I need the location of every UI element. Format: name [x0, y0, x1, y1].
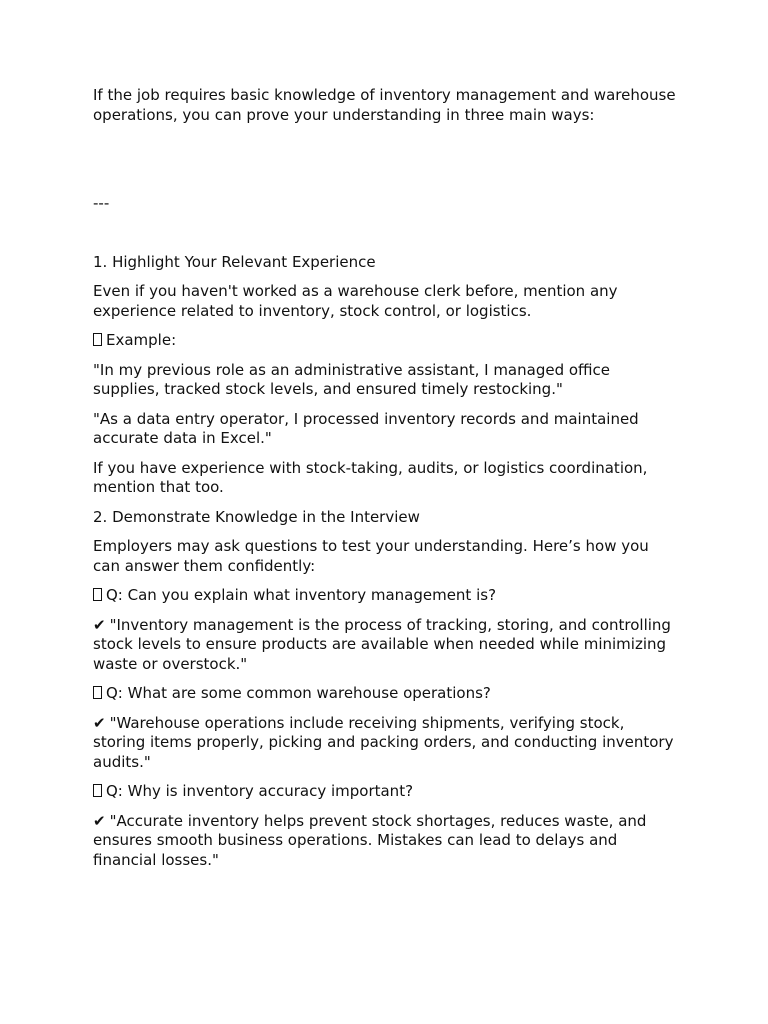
answer-text: "Inventory management is the process of tracking, storing, and controlling stock levels to ensure products are available when needed while minimizing waste or overstock." — [93, 615, 671, 673]
missing-glyph-icon — [93, 333, 102, 346]
question-text: Q: Can you explain what inventory management is? — [106, 586, 497, 604]
answer-2 — [93, 714, 678, 773]
blank-space — [93, 214, 678, 253]
question-3 — [93, 782, 678, 802]
blank-space — [93, 125, 678, 194]
missing-glyph-icon — [93, 588, 102, 601]
question-text: Q: What are some common warehouse operations? — [106, 684, 491, 702]
missing-glyph-icon — [93, 686, 102, 699]
section2-text: Employers may ask questions to test your understanding. Here’s how you can answer them confidently: — [93, 537, 649, 575]
question-text: Q: Why is inventory accuracy important? — [106, 782, 414, 800]
answer-text: "Warehouse operations include receiving shipments, verifying stock, storing items properly, picking and packing orders, and conducting inventory audits." — [93, 713, 674, 771]
separator-line: --- — [93, 194, 110, 212]
question-2 — [93, 684, 678, 704]
example-label: Example: — [106, 331, 177, 349]
example-quote-1: "In my previous role as an administrative assistant, I managed office supplies, tracked stock levels, and ensured timely restocking." — [93, 360, 611, 398]
missing-glyph-icon — [93, 784, 102, 797]
answer-3 — [93, 812, 678, 871]
section1-closing: If you have experience with stock-taking, audits, or logistics coordination, mention that too. — [93, 458, 648, 496]
check-icon: ✔ — [93, 615, 106, 634]
example-line — [93, 331, 678, 351]
answer-text: "Accurate inventory helps prevent stock shortages, reduces waste, and ensures smooth business operations. Mistakes can lead to delays and financial losses." — [93, 811, 647, 869]
check-icon: ✔ — [93, 713, 106, 732]
section1-text: Even if you haven't worked as a warehouse clerk before, mention any experience related to inventory, stock control, or logistics. — [93, 282, 618, 320]
example-quote-2: "As a data entry operator, I processed inventory records and maintained accurate data in Excel." — [93, 409, 639, 447]
section1-heading: 1. Highlight Your Relevant Experience — [93, 252, 376, 271]
check-icon: ✔ — [93, 811, 106, 830]
question-1 — [93, 586, 678, 606]
answer-1 — [93, 616, 678, 675]
intro-paragraph: If the job requires basic knowledge of inventory management and warehouse operations, you can prove your understanding in three main ways: — [93, 86, 676, 124]
section2-heading: 2. Demonstrate Knowledge in the Interview — [93, 507, 420, 526]
